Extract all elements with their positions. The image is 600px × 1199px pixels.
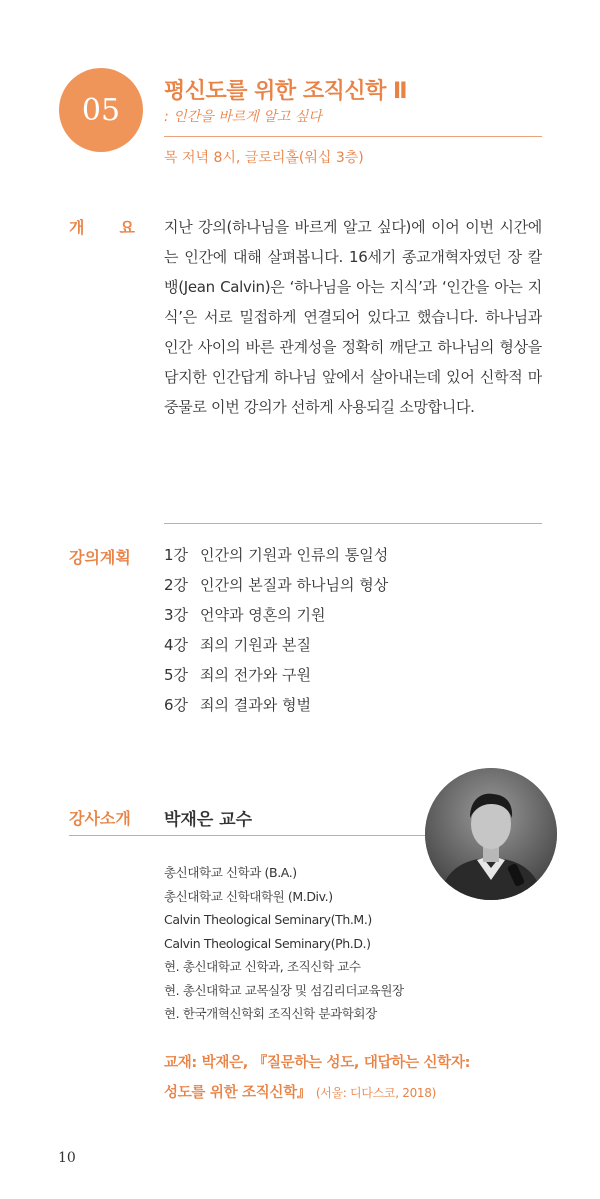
lecture-number: 2강: [164, 576, 189, 594]
page-subtitle: : 인간을 바르게 알고 싶다: [164, 109, 322, 125]
lecturer-credentials: [164, 861, 404, 1026]
lecture-number: 4강: [164, 636, 189, 654]
list-item: 총신대학교 신학대학원 (M.Div.): [164, 888, 333, 904]
textbook-line-1: 교재: 박재은, 『질문하는 성도, 대답하는 신학자:: [164, 1055, 471, 1071]
schedule-info: 목 저녁 8시, 글로리홀(워십 3층): [164, 150, 364, 166]
list-item: [164, 570, 388, 600]
list-item: 현. 한국개혁신학회 조직신학 분과학회장: [164, 1006, 377, 1021]
plan-label: 강의계획: [69, 548, 131, 567]
list-item: [164, 660, 388, 690]
overview-divider: [164, 523, 542, 524]
list-item: 현. 총신대학교 신학과, 조직신학 교수: [164, 959, 361, 974]
list-item: 현. 총신대학교 교목실장 및 섬김리더교육원장: [164, 982, 404, 998]
list-item: [164, 540, 388, 570]
lecture-topic: 인간의 기원과 인류의 통일성: [200, 546, 389, 564]
list-item: [164, 600, 388, 630]
lecture-topic: 인간의 본질과 하나님의 형상: [200, 576, 389, 594]
overview-label-char-1: 개: [69, 218, 85, 237]
lecture-number: 6강: [164, 696, 189, 714]
lecturer-label: 강사소개: [69, 809, 131, 828]
textbook-publisher: (서울: 디다스코, 2018): [315, 1086, 436, 1100]
overview-label: [69, 215, 135, 238]
lecture-number: 5강: [164, 666, 189, 684]
list-item: [164, 690, 388, 720]
textbook-title-end: 성도를 위한 조직신학』: [164, 1085, 312, 1101]
lecturer-photo: [425, 768, 557, 900]
lecture-topic: 언약과 영혼의 기원: [200, 606, 326, 624]
list-item: 총신대학교 신학과 (B.A.): [164, 865, 297, 880]
lecturer-portrait-icon: [425, 768, 557, 900]
title-divider: [164, 136, 542, 137]
lecturer-name: 박재은 교수: [164, 810, 253, 830]
lecturer-divider: [69, 835, 439, 836]
list-item: [164, 630, 388, 660]
page-number: 10: [58, 1150, 76, 1166]
textbook-info: [164, 1048, 564, 1108]
overview-text: 지난 강의(하나님을 바르게 알고 싶다)에 이어 이번 시간에는 인간에 대해 살펴봅니다. 16세기 종교개혁자였던 장 칼뱅(Jean Calvin)은 ‘하나님을 아는 지식’과 ‘인간을 아는 지식’은 서로 밀접하게 연결되어 있다고 했습니다. 하나님과 인간 사이의 바른 관계성을 정확히 깨닫고 하나님의 형상을 담지한 인간답게 하나님 앞에서 살아내는데 있어 신학적 마중물로 이번 강의가 선하게 사용되길 소망합니다.: [164, 218, 542, 416]
lecture-topic: 죄의 결과와 형벌: [200, 696, 311, 714]
textbook-line-2: [164, 1078, 564, 1108]
list-item: Calvin Theological Seminary(Th.M.): [164, 912, 372, 927]
lecture-number: 1강: [164, 546, 189, 564]
section-number-badge: [59, 68, 143, 152]
lecture-number: 3강: [164, 606, 189, 624]
lecture-plan-list: [164, 540, 388, 720]
lecture-topic: 죄의 기원과 본질: [200, 636, 311, 654]
list-item: Calvin Theological Seminary(Ph.D.): [164, 935, 371, 951]
page-title: 평신도를 위한 조직신학 Ⅱ: [164, 79, 407, 104]
overview-label-char-2: 요: [119, 218, 135, 237]
lecture-topic: 죄의 전가와 구원: [200, 666, 311, 684]
section-number: 05: [81, 92, 121, 128]
